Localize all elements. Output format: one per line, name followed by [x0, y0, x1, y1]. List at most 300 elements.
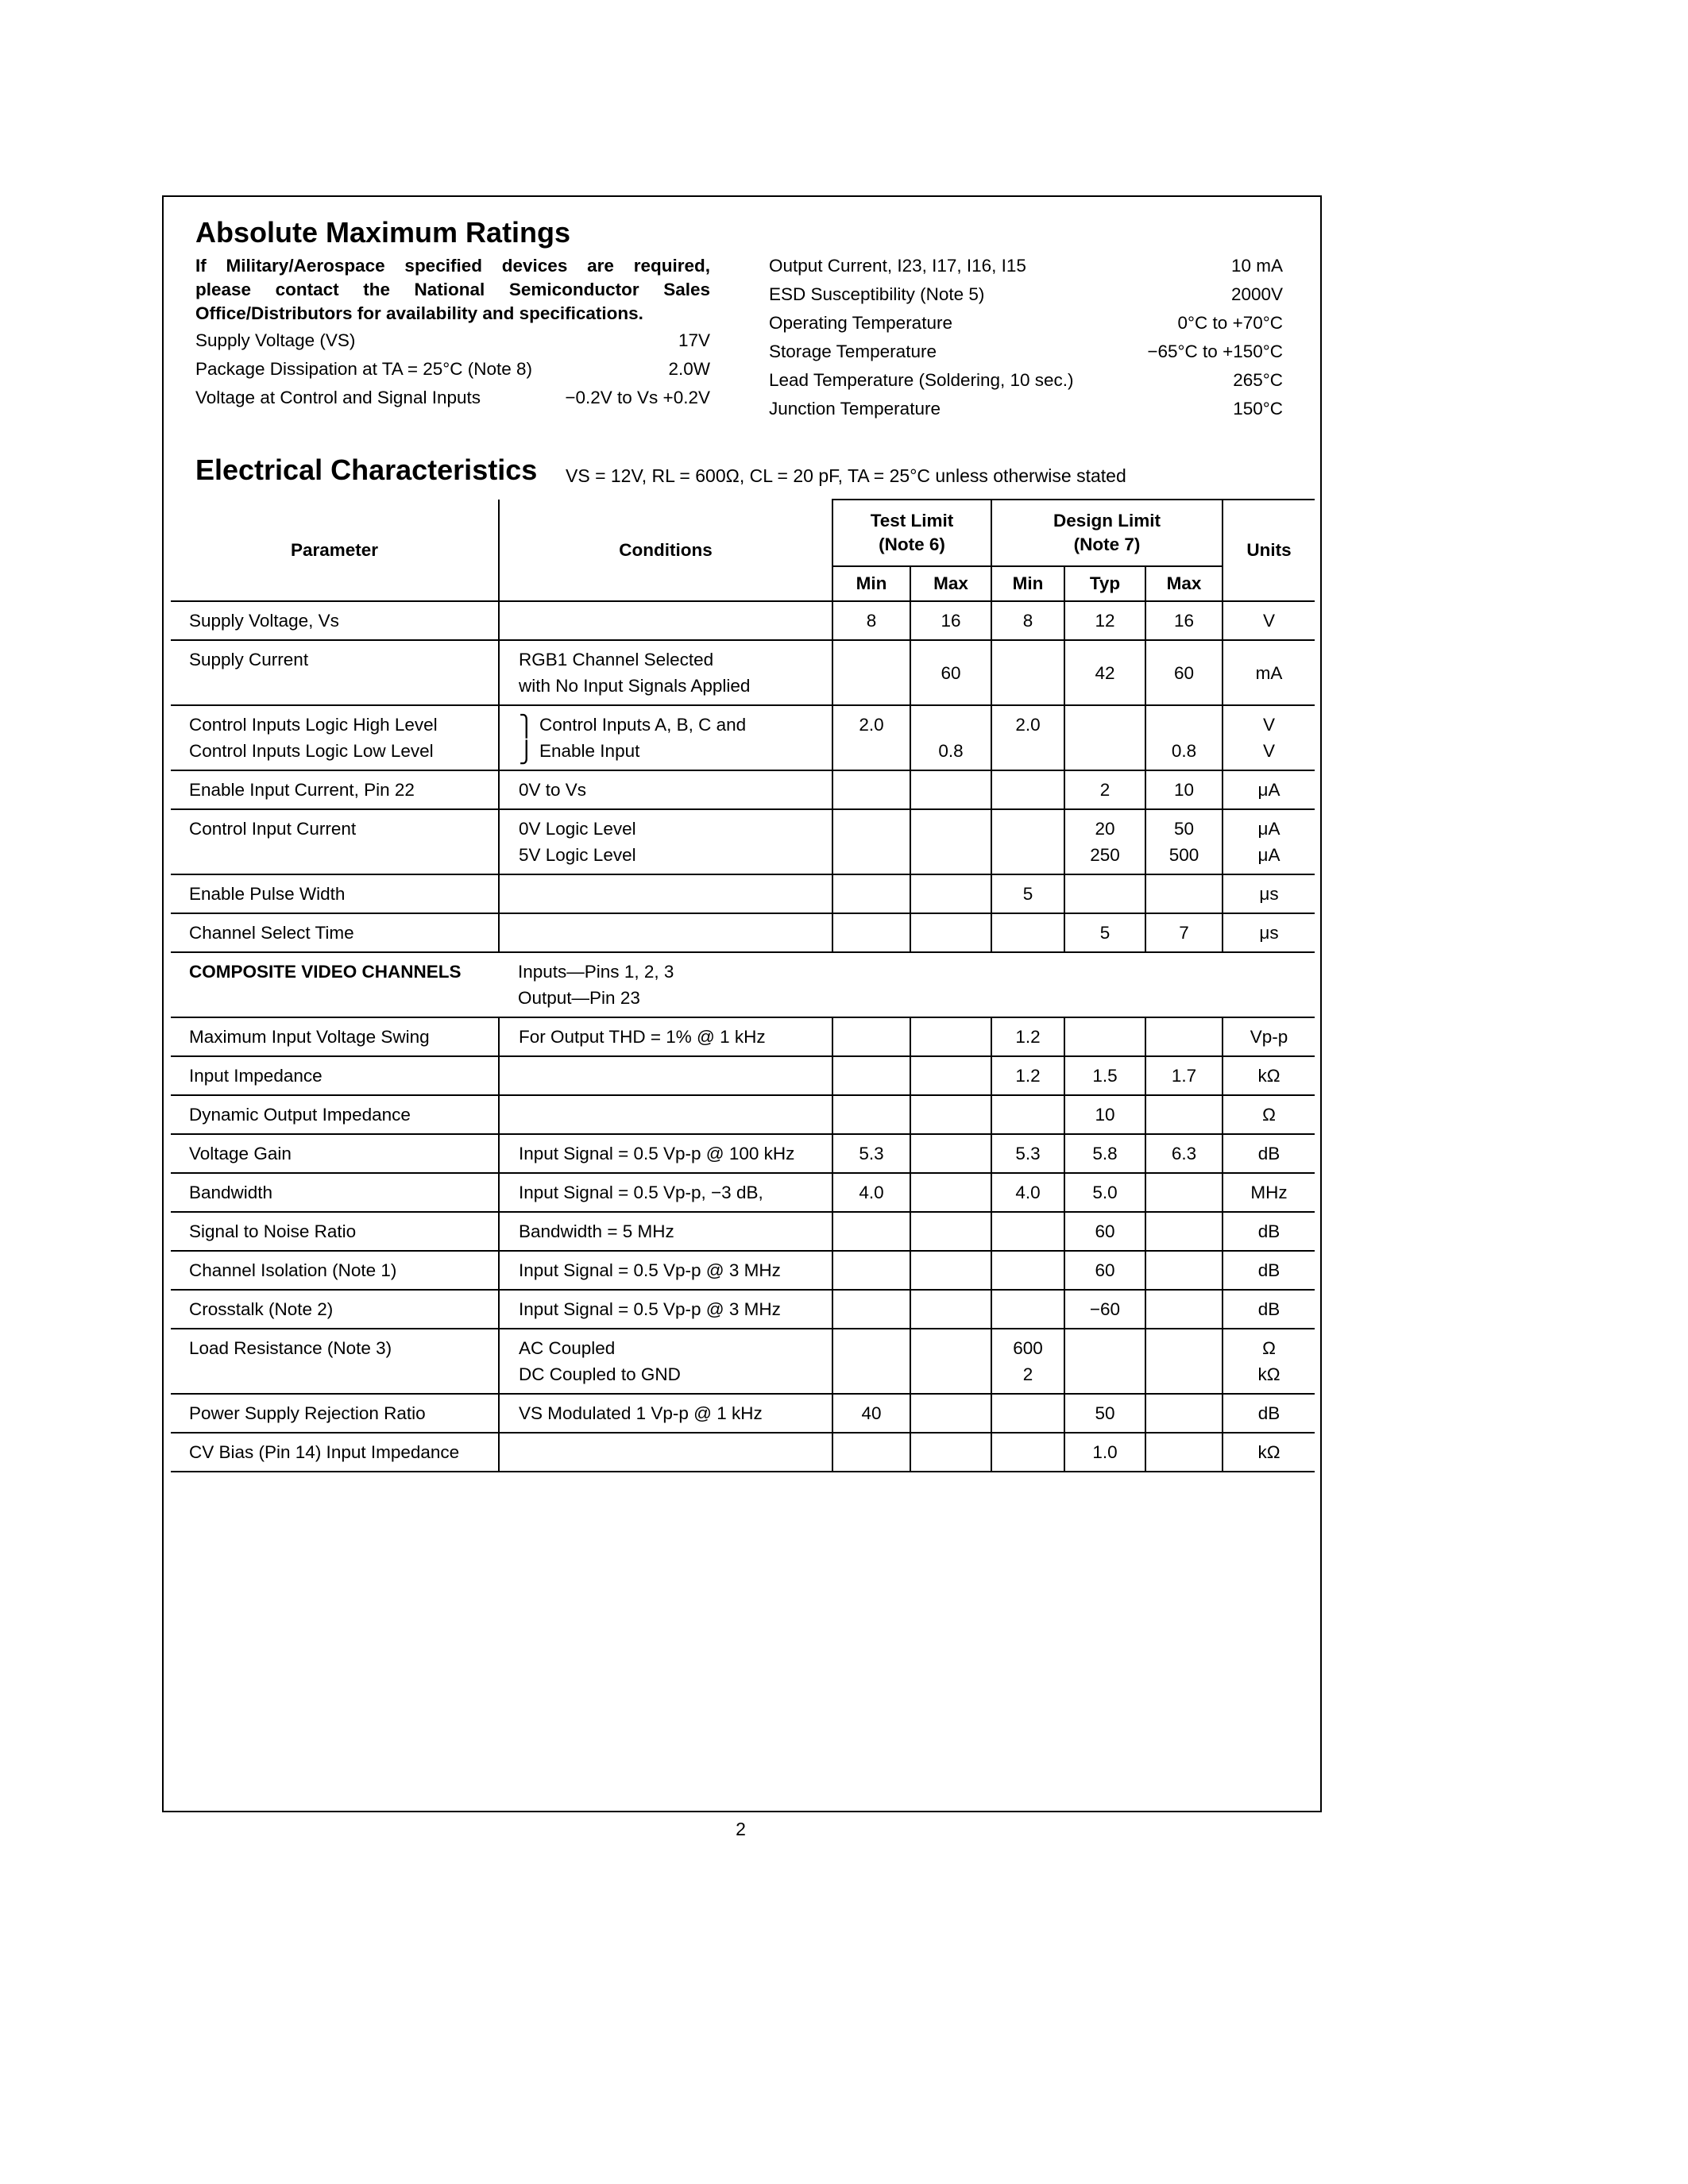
- design-typ-cell: [1064, 770, 1145, 809]
- parameter-cell: [171, 1394, 499, 1433]
- cell-text: [992, 1439, 1064, 1465]
- test-max-cell: [910, 640, 991, 705]
- cell-text: 20: [1095, 819, 1115, 839]
- cell-text: 60: [1173, 662, 1195, 683]
- design-min-cell: [991, 1394, 1064, 1433]
- design-max-cell: [1145, 1056, 1223, 1095]
- design-min-cell: [991, 1017, 1064, 1056]
- cell-text: 0.8: [1171, 741, 1197, 761]
- cell-text: dB: [1257, 1260, 1280, 1280]
- rating-label: Storage Temperature: [769, 341, 937, 361]
- cell-text: [189, 1361, 498, 1387]
- absolute-max-title: Absolute Maximum Ratings: [195, 216, 571, 249]
- test-min-cell: [832, 1017, 910, 1056]
- test-conditions: VS = 12V, RL = 600Ω, CL = 20 pF, TA = 25°C unless otherwise stated: [566, 465, 1126, 486]
- cell-text: 12: [1095, 611, 1115, 631]
- cell-text: −60: [1089, 1299, 1121, 1319]
- conditions-cell: [499, 809, 832, 874]
- test-max-cell: [910, 770, 991, 809]
- cell-text: 16: [941, 611, 961, 631]
- cell-text: [911, 816, 991, 842]
- cell-text: [992, 842, 1064, 868]
- rating-value: 2000V: [1230, 284, 1283, 304]
- units-cell: [1223, 874, 1315, 913]
- units-cell: [1223, 1056, 1315, 1095]
- units-cell: [1223, 770, 1315, 809]
- cell-text: 600: [1013, 1338, 1043, 1358]
- table-row: [171, 601, 1315, 640]
- cell-text: 1.7: [1171, 1066, 1197, 1086]
- table-row: [171, 1173, 1315, 1212]
- header-test-min: Min: [832, 566, 910, 601]
- cell-text: [911, 1439, 991, 1465]
- cell-text: [911, 1296, 991, 1322]
- design-min-cell: [991, 1251, 1064, 1290]
- table-row: [171, 1433, 1315, 1472]
- rating-row: [769, 340, 1283, 364]
- header-design-max: Max: [1145, 566, 1223, 601]
- test-max-cell: [910, 705, 991, 770]
- cell-text: [1146, 1024, 1222, 1050]
- cell-text: [1146, 1218, 1222, 1244]
- header-design-limit-line: Design Limit: [1053, 511, 1161, 531]
- cell-text: [992, 1400, 1064, 1426]
- parameter-cell: [171, 1290, 499, 1329]
- warning-line: please contact the National Semiconductor Sales: [195, 280, 710, 299]
- design-max-cell: [1145, 1173, 1223, 1212]
- cell-text: [911, 842, 991, 868]
- cell-text: dB: [1257, 1221, 1280, 1241]
- cell-text: Supply Current: [189, 650, 309, 669]
- cell-text: 2.0: [859, 715, 884, 735]
- test-min-cell: [832, 1134, 910, 1173]
- cell-text: V: [1262, 741, 1275, 761]
- cell-text: Channel Isolation (Note 1): [189, 1260, 397, 1280]
- cell-text: Control Input Current: [189, 819, 357, 839]
- electrical-characteristics-title: Electrical Characteristics: [195, 453, 538, 486]
- cell-text: kΩ: [1257, 1442, 1280, 1462]
- cell-text: [1065, 738, 1145, 764]
- parameter-cell: [171, 1212, 499, 1251]
- table-row: [171, 809, 1315, 874]
- cell-text: RGB1 Channel Selected: [519, 650, 714, 669]
- units-cell: [1223, 640, 1315, 705]
- table-body-section: [171, 952, 1315, 1017]
- cell-text: [833, 738, 910, 764]
- cell-text: [833, 1102, 910, 1128]
- parameter-cell: [171, 1017, 499, 1056]
- rating-row: [195, 329, 710, 353]
- cell-text: [911, 712, 991, 738]
- parameter-cell: [171, 640, 499, 705]
- cell-text: 0V to Vs: [519, 780, 587, 800]
- design-max-cell: [1145, 1134, 1223, 1173]
- parameter-cell: [171, 1134, 499, 1173]
- cell-text: VS Modulated 1 Vp-p @ 1 kHz: [519, 1403, 763, 1423]
- cell-text: [1146, 1179, 1222, 1206]
- cell-text: 500: [1168, 845, 1199, 865]
- conditions-cell: [499, 1433, 832, 1472]
- rating-row: [769, 397, 1283, 421]
- cell-text: 5.3: [859, 1144, 884, 1163]
- cell-text: Channel Select Time: [189, 923, 354, 943]
- design-typ-cell: [1064, 640, 1145, 705]
- cell-text: For Output THD = 1% @ 1 kHz: [519, 1027, 766, 1047]
- parameter-cell: [171, 1251, 499, 1290]
- cell-text: [992, 816, 1064, 842]
- rating-label: Lead Temperature (Soldering, 10 sec.): [769, 370, 1074, 390]
- table-row: [171, 913, 1315, 952]
- rating-value: 2.0W: [668, 359, 710, 379]
- test-max-cell: [910, 601, 991, 640]
- test-min-cell: [832, 1290, 910, 1329]
- units-cell: [1223, 809, 1315, 874]
- design-typ-cell: [1064, 1212, 1145, 1251]
- rating-label: Operating Temperature: [769, 313, 952, 333]
- units-cell: [1223, 1290, 1315, 1329]
- cell-text: dB: [1257, 1299, 1280, 1319]
- section-note: Inputs—Pins 1, 2, 3: [518, 962, 674, 982]
- design-max-cell: [1145, 1290, 1223, 1329]
- header-conditions: Conditions: [499, 500, 832, 601]
- design-max-cell: [1145, 1212, 1223, 1251]
- design-min-cell: [991, 1173, 1064, 1212]
- cell-text: [1065, 1335, 1145, 1361]
- cell-text: Voltage Gain: [189, 1144, 292, 1163]
- design-typ-cell: [1064, 1173, 1145, 1212]
- conditions-cell: [499, 1173, 832, 1212]
- design-max-cell: [1145, 770, 1223, 809]
- rating-row: [195, 357, 710, 381]
- cell-text: [992, 1296, 1064, 1322]
- cell-text: 60: [941, 662, 961, 683]
- design-min-cell: [991, 913, 1064, 952]
- cell-text: [992, 1218, 1064, 1244]
- cell-text: [519, 881, 832, 907]
- design-max-cell: [1145, 1394, 1223, 1433]
- cell-text: mA: [1255, 662, 1283, 683]
- design-max-cell: [1145, 874, 1223, 913]
- conditions-cell: [499, 705, 832, 770]
- cell-text: [911, 1024, 991, 1050]
- cell-text: dB: [1257, 1144, 1280, 1163]
- cell-text: [911, 1335, 991, 1361]
- cell-text: [833, 920, 910, 946]
- conditions-cell: [499, 1212, 832, 1251]
- design-max-cell: [1145, 1095, 1223, 1134]
- table-row: [171, 1212, 1315, 1251]
- units-cell: [1223, 705, 1315, 770]
- test-min-cell: [832, 1095, 910, 1134]
- test-max-cell: [910, 1134, 991, 1173]
- cell-text: [833, 1218, 910, 1244]
- cell-text: Maximum Input Voltage Swing: [189, 1027, 430, 1047]
- conditions-cell: [499, 1394, 832, 1433]
- design-typ-cell: [1064, 1290, 1145, 1329]
- parameter-cell: [171, 809, 499, 874]
- design-typ-cell: [1064, 913, 1145, 952]
- units-cell: [1223, 1134, 1315, 1173]
- conditions-cell: [499, 1017, 832, 1056]
- conditions-cell: [499, 601, 832, 640]
- cell-text: [911, 1400, 991, 1426]
- test-min-cell: [832, 1212, 910, 1251]
- cell-text: [519, 1102, 832, 1128]
- cell-text: Bandwidth: [189, 1183, 273, 1202]
- design-min-cell: [991, 809, 1064, 874]
- cell-text: [519, 1063, 832, 1089]
- cell-text: μs: [1259, 884, 1279, 904]
- cell-text: [833, 881, 910, 907]
- cell-text: [1065, 712, 1145, 738]
- test-max-cell: [910, 1290, 991, 1329]
- header-test-limit: [832, 500, 991, 566]
- rating-row: [769, 311, 1283, 335]
- page-number: 2: [736, 1819, 746, 1839]
- cell-text: kΩ: [1257, 1066, 1280, 1086]
- units-cell: [1223, 1212, 1315, 1251]
- design-typ-cell: [1064, 1056, 1145, 1095]
- test-max-cell: [910, 1433, 991, 1472]
- conditions-cell: [499, 1134, 832, 1173]
- electrical-characteristics-table: [171, 499, 1315, 1472]
- cell-text: V: [1262, 611, 1275, 631]
- rating-value: −65°C to +150°C: [1147, 341, 1283, 361]
- brace-icon: ⎫ ⎭: [519, 714, 535, 764]
- test-min-cell: [832, 705, 910, 770]
- conditions-cell: [499, 913, 832, 952]
- rating-value: 17V: [678, 330, 710, 350]
- table-row: [171, 1329, 1315, 1394]
- cell-text: 4.0: [859, 1183, 884, 1202]
- cell-text: Control Inputs A, B, C and: [539, 715, 747, 735]
- warning-line: Office/Distributors for availability and specifications.: [195, 303, 643, 323]
- design-min-cell: [991, 770, 1064, 809]
- cell-text: [992, 1257, 1064, 1283]
- design-typ-cell: [1064, 1433, 1145, 1472]
- test-max-cell: [910, 809, 991, 874]
- cell-text: [911, 881, 991, 907]
- table-row: [171, 1095, 1315, 1134]
- units-cell: [1223, 1095, 1315, 1134]
- cell-text: AC Coupled: [519, 1338, 616, 1358]
- cell-text: [911, 777, 991, 803]
- conditions-cell: [499, 640, 832, 705]
- test-min-cell: [832, 601, 910, 640]
- design-max-cell: [1145, 1433, 1223, 1472]
- cell-text: μs: [1259, 923, 1279, 943]
- test-min-cell: [832, 770, 910, 809]
- header-test-limit-note: (Note 6): [879, 534, 945, 554]
- design-typ-cell: [1064, 1394, 1145, 1433]
- cell-text: [833, 1361, 910, 1387]
- design-max-cell: [1145, 601, 1223, 640]
- cell-text: [833, 660, 910, 686]
- cell-text: kΩ: [1257, 1364, 1280, 1384]
- header-design-limit: [991, 500, 1223, 566]
- test-max-cell: [910, 1173, 991, 1212]
- cell-text: μA: [1257, 780, 1280, 800]
- test-min-cell: [832, 913, 910, 952]
- units-cell: [1223, 601, 1315, 640]
- test-max-cell: [910, 1095, 991, 1134]
- design-max-cell: [1145, 913, 1223, 952]
- cell-text: 6.3: [1171, 1144, 1197, 1163]
- conditions-cell: [499, 1290, 832, 1329]
- cell-text: Ω: [1262, 1338, 1276, 1358]
- design-max-cell: [1145, 1017, 1223, 1056]
- warning-line: If Military/Aerospace specified devices are required,: [195, 256, 710, 276]
- cell-text: [992, 660, 1064, 686]
- rating-row: [195, 386, 710, 410]
- test-min-cell: [832, 1433, 910, 1472]
- rating-row: [769, 283, 1283, 307]
- conditions-cell: [499, 874, 832, 913]
- table-row: [171, 770, 1315, 809]
- design-min-cell: [991, 1212, 1064, 1251]
- units-cell: [1223, 1251, 1315, 1290]
- cell-text: Control Inputs Logic High Level: [189, 715, 438, 735]
- test-min-cell: [832, 809, 910, 874]
- cell-text: 5.8: [1092, 1144, 1118, 1163]
- cell-text: 5V Logic Level: [519, 845, 636, 865]
- cell-text: 7: [1179, 923, 1189, 943]
- cell-text: 5: [1099, 923, 1111, 943]
- cell-text: 50: [1173, 819, 1195, 839]
- cell-text: [1146, 1361, 1222, 1387]
- rating-value: 10 mA: [1230, 256, 1283, 276]
- test-max-cell: [910, 1212, 991, 1251]
- conditions-cell: [499, 1251, 832, 1290]
- design-typ-cell: [1064, 601, 1145, 640]
- conditions-cell: [499, 1095, 832, 1134]
- cell-text: [519, 920, 832, 946]
- section-row: [171, 952, 1315, 1017]
- cell-text: Vp-p: [1250, 1027, 1288, 1047]
- cell-text: [911, 1218, 991, 1244]
- cell-text: 1.5: [1092, 1066, 1118, 1086]
- test-max-cell: [910, 1394, 991, 1433]
- design-typ-cell: [1064, 1017, 1145, 1056]
- cell-text: Signal to Noise Ratio: [189, 1221, 357, 1241]
- rating-label: Package Dissipation at TA = 25°C (Note 8): [195, 359, 533, 379]
- military-warning: [195, 254, 710, 326]
- cell-text: [1146, 1257, 1222, 1283]
- table-row: [171, 1394, 1315, 1433]
- cell-text: [833, 1257, 910, 1283]
- table-body-composite-video: [171, 1017, 1315, 1472]
- cell-text: with No Input Signals Applied: [519, 676, 751, 696]
- cell-text: 2.0: [1015, 715, 1041, 735]
- units-cell: [1223, 1433, 1315, 1472]
- cell-text: 2: [1099, 780, 1111, 800]
- design-typ-cell: [1064, 1134, 1145, 1173]
- table-row: [171, 1056, 1315, 1095]
- rating-label: Voltage at Control and Signal Inputs: [195, 388, 481, 407]
- design-min-cell: [991, 640, 1064, 705]
- cell-text: 42: [1095, 662, 1115, 683]
- cell-text: [911, 1102, 991, 1128]
- cell-text: Power Supply Rejection Ratio: [189, 1403, 426, 1423]
- rating-label: Output Current, I23, I17, I16, I15: [769, 256, 1026, 276]
- cell-text: Input Signal = 0.5 Vp-p @ 3 MHz: [519, 1299, 781, 1319]
- cell-text: [992, 777, 1064, 803]
- cell-text: [1146, 712, 1222, 738]
- design-min-cell: [991, 1290, 1064, 1329]
- cell-text: [833, 1063, 910, 1089]
- section-notes: [499, 952, 1315, 1017]
- rating-value: 150°C: [1233, 399, 1283, 419]
- cell-text: 250: [1090, 845, 1120, 865]
- cell-text: [1146, 1335, 1222, 1361]
- table-body-general: [171, 601, 1315, 952]
- design-min-cell: [991, 1433, 1064, 1472]
- parameter-cell: [171, 1433, 499, 1472]
- cell-text: CV Bias (Pin 14) Input Impedance: [189, 1442, 460, 1462]
- cell-text: 16: [1173, 611, 1195, 631]
- header-test-limit-line: Test Limit: [870, 511, 954, 531]
- cell-text: [833, 816, 910, 842]
- parameter-cell: [171, 1056, 499, 1095]
- design-min-cell: [991, 1095, 1064, 1134]
- cell-text: [992, 738, 1064, 764]
- cell-text: 1.2: [1015, 1027, 1041, 1047]
- parameter-cell: [171, 913, 499, 952]
- cell-text: Input Signal = 0.5 Vp-p @ 3 MHz: [519, 1260, 781, 1280]
- cell-text: 0.8: [938, 741, 964, 761]
- units-cell: [1223, 1329, 1315, 1394]
- test-max-cell: [910, 913, 991, 952]
- cell-text: [1146, 1102, 1222, 1128]
- test-min-cell: [832, 874, 910, 913]
- design-min-cell: [991, 1056, 1064, 1095]
- cell-text: 0V Logic Level: [519, 819, 636, 839]
- cell-text: μA: [1257, 845, 1280, 865]
- cell-text: Load Resistance (Note 3): [189, 1338, 392, 1358]
- test-min-cell: [832, 1251, 910, 1290]
- design-typ-cell: [1064, 874, 1145, 913]
- cell-text: Input Signal = 0.5 Vp-p @ 100 kHz: [519, 1144, 795, 1163]
- test-min-cell: [832, 1394, 910, 1433]
- section-note: Output—Pin 23: [518, 988, 640, 1008]
- design-max-cell: [1145, 1251, 1223, 1290]
- table-row: [171, 1017, 1315, 1056]
- cell-text: [911, 1257, 991, 1283]
- cell-text: [519, 1439, 832, 1465]
- test-max-cell: [910, 1017, 991, 1056]
- design-min-cell: [991, 1134, 1064, 1173]
- test-min-cell: [832, 1173, 910, 1212]
- units-cell: [1223, 913, 1315, 952]
- cell-text: [911, 1361, 991, 1387]
- test-min-cell: [832, 1056, 910, 1095]
- design-typ-cell: [1064, 1329, 1145, 1394]
- cell-text: [1146, 1296, 1222, 1322]
- rating-value: 0°C to +70°C: [1177, 313, 1283, 333]
- cell-text: 10: [1095, 1105, 1115, 1125]
- test-min-cell: [832, 1329, 910, 1394]
- cell-text: [519, 608, 832, 634]
- cell-text: 1.0: [1092, 1442, 1118, 1462]
- cell-text: Control Inputs Logic Low Level: [189, 741, 434, 761]
- cell-text: [833, 1439, 910, 1465]
- cell-text: [1146, 1439, 1222, 1465]
- cell-text: μA: [1257, 819, 1280, 839]
- conditions-cell: [499, 1056, 832, 1095]
- header-parameter: Parameter: [171, 500, 499, 601]
- design-min-cell: [991, 705, 1064, 770]
- cell-text: Dynamic Output Impedance: [189, 1105, 411, 1125]
